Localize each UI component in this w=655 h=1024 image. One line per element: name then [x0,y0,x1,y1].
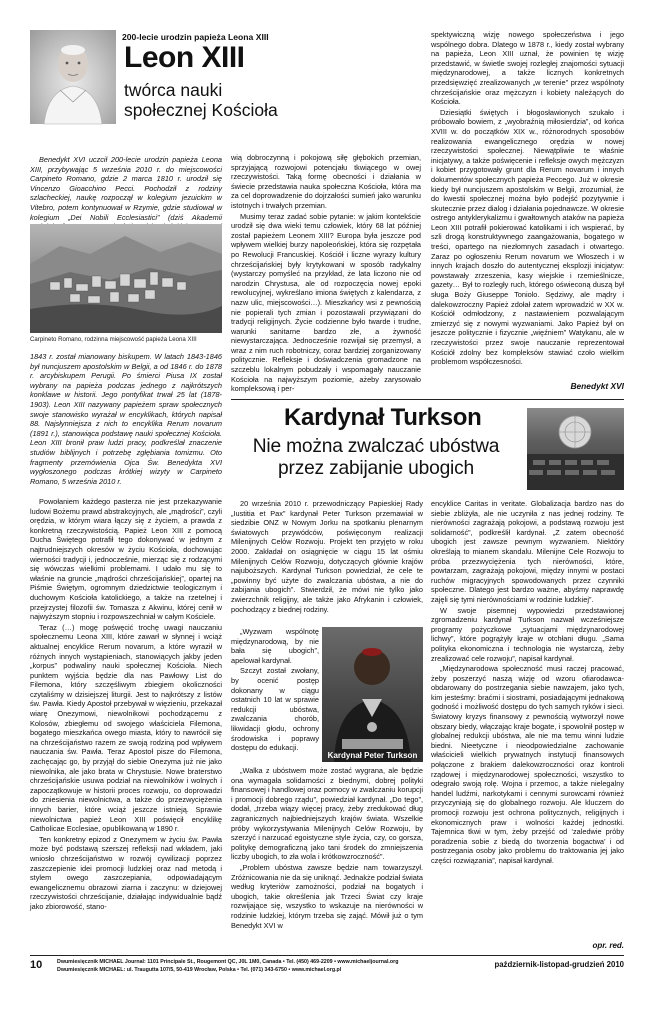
leo-portrait [30,30,116,124]
issue-date: październik-listopad-grudzień 2010 [494,960,624,969]
turkson-col2-par-3: „Międzynarodowa społeczność musi raczej pracować, żeby poszerzyć naszą wizję od wzoru ofiarodawca-obdarowany do postrzegania siebie nawzajem, jako tych, kim jesteśmy: braćmi i siostrami, posiadającymi jednakową godność i możliwość dostępu do tych samych ryków i sieci. Światowy kryzys finansowy z pewnością wytworzył nowe obszary biedy, włączając kraje bogate, i spowolnił postęp w globalnej redukcji ubóstwa, ale nie ma temu winni ludzie biedni. Nieetyczne i nieodpowiedzialne zachowanie właścicieli wielkich prywatnych instytucji finansowych połączone z brakiem dalekowzroczności oraz kontroli rządowej i międzynarodowej społeczności, wszystko to odegrało swoją rolę. Wojna i przemoc, a także nielegalny handel ludźmi, narkotykami i cennymi surowcami również przyczyniają się do globalnego rozwoju. Ale kluczem do promocji rozwoju jest ochrona politycznych, religijnych i ekonomicznych praw i wolności każdej jednostki. Tajemnica tkwi w tym, żeby przejść od ‘zaledwie próby poradzenia sobie z biedą do tworzenia bogactwa’ i od postrzegania osoby jako problemu do traktowania jej jako części rozwiązania”, napisał kardynał. [431,664,624,865]
turkson-top-rule [231,399,624,400]
turkson-col1-par-4: „Problem ubóstwa zawsze będzie nam towarzyszył. Zróżnicowania nie da się uniknąć. Jednakże podział świata według kryteriów zamożności, podział na bogatych i ubogich, takie określenia jak Trzeci Świat czy kraje rozwijające się, wszystko to wskazuje na nierówności w rodzinie ludzkiej, którym trzeba się zająć. Mówił już o tym Benedykt XVI w [231,862,423,930]
turkson-narrow-col [231,627,319,763]
turkson-photo-caption: Kardynał Peter Turkson [327,751,418,760]
page-number: 10 [30,959,43,971]
pope-portrait-icon [30,30,116,124]
kicker: 200-lecie urodzin papieża Leona XIII [122,32,269,42]
leo-col1-par-3: Ten konkretny epizod z Onezymem w życiu św. Pawła może być podstawą szerszej refleksji nad wkładem, jaki wniosło chrześcijaństwo w rozwój cywilizacji poprzez zaszczepienie idei promocji ludzkiej oraz nad metodą i stylem owego zaszczepiania, odpowiadającym ewangelicznemu obrazowi ziarna i zaczynu: w dziejowej rzeczywistości chrześcijanie, działając indywidualnie bądź jako zbiorowość, stano- [30,834,222,911]
footer-rule [30,955,624,956]
carpineto-photo [30,224,222,333]
town-landscape-icon [30,224,222,333]
leo-column-3 [431,30,624,375]
turkson-col1-par-3: „Walka z ubóstwem może zostać wygrana, ale będzie ona wymagała solidarności z biednymi, dobrej polityki finansowej i handlowej oraz pomocy w zwalczaniu korupcji i promocji dobrego rządu”, powiedział kardynał. „Do tego”, dodał, „trzeba wiązy więcej pracy, żeby zredukować dług zagranicznych najbiedniejszych krajów świata. Wszelkie próby wykorzystywania Milenijnych Celów Rozwoju, by szerzyć i narzucać egoistyczne style życia, czy, co gorsza, politykę demograficzną jako tani środek do zmniejszenia liczby ubogich, to zła wola i krótkowzroczność”. [231,766,423,862]
un-emblem-icon [527,408,624,490]
turkson-signature: opr. red. [592,941,624,950]
turkson-col2-par-2: W swoje pisemnej wypowiedzi przedstawionej zgromadzeniu kardynał Turkson nazwał wcześniejsze programy pożyczkowe „sytuacjami międzynarodowej lichwy”, które pogrążyły kraje w otchłani długu. „Sama polityka ekonomiczna i technologia nie wystarczą, żeby zrealizować cele rozwoju”, napisał kardynał. [431,605,624,663]
cardinal-portrait-icon [322,627,423,762]
turkson-photo [322,627,423,762]
footer-address-1: Dwumiesięcznik MICHAEL Journal: 1101 Principale St., Rougemont QC, J0L 1M0, Canada • Tel. (450) 469-2209 • www.michaeljournal.org [57,959,399,965]
turkson-subtitle-line-1: Nie można zwalczać ubóstwa [252,436,500,457]
leo-column-2 [231,153,421,394]
leo-bio: 1843 r. został mianowany biskupem. W latach 1843-1846 był nuncjuszem apostolskim w Belgii, a od 1846 r. do 1878 r. arcybiskupem Perugii. Po śmierci Piusa IX został wybrany na papieża podczas jednego z najkrótszych konklawe w historii. Jego pontyfikat trwał 25 lat (1878-1903). Leon XIII nazywany papieżem spraw społecznych swoje stanowisko wyrażał w encyklikach, których napisał 88. Najsłynniejsza z nich to encyklika Rerum novarum (1891 r.), stanowiąca podstawę nauki społecznej Kościoła. Leon XIII bronił praw ludzi pracy, podkreślał znaczenie studiów biblijnych i potrzebę zgłębiania tomizmu. Oto fragmenty przemówienia Ojca Św. Benedykta XVI wygłoszonego podczas krótkiej wizyty w Carpineto Romano, 5 września 2010 r. [30,352,222,486]
leo-col3-par-2: Dziesiątki świętych i błogosławionych szukało i próbowało bowiem, z „wyobraźnią miłosierdzia”, od końca XVIII w. do początków XIX w., różnorodnych sposobów realizowania ewangelicznego orędzia w nowej rzeczywistości społecznej. Niewątpliwie te właśnie inicjatywy, a także poświęcenie i refleksje owych mężczyzn i kobiet przygotowały grunt dla Rerum novarum i innych dokumentów społecznych papieża Peccego. Już w okresie kiedy był nuncjuszem apostolskim w Belgii, zrozumiał, że do kwestii społecznej można było podejść pozytywnie i skutecznie przez dialog i działania pojednawcze. W okresie ostrego antyklerykalizmu i gwałtownych ataków na papieża Leon XIII potrafił pokierować katolikami i ich wspierać, by szli drogą konstruktywnego zaangażowania, bogatego w treści, opartego na niezłomnych zasadach i otwartego. Zaraz po ogłoszeniu Rerum novarum we Włoszech i w innych krajach doszło do autentycznej eksplozji inicjatyw: powstawały zrzeszenia, kasy wiejskie i rzemieślnicze, gazety… Był to rozległy ruch, którego oświeconą duszą był sługa Boży Giuseppe Toniolo. Sędziwy, ale mądry i dalekowzroczny Papież zdołał zatem wprowadzić w XX w. Kościół odmłodzony, z nastawieniem pozwalającym zmierzyć się z nowymi wyzwaniami. Jako Papież był on jeszcze politycznie i fizycznie „więźniem” Watykanu, ale w rzeczywistości przez swoje nauczanie reprezentował Kościół zdolny bez kompleksów stawiać czoło wielkim problemom współczesności. [431,107,624,367]
leo-col2-par-1: wią dobroczynną i pokojową siłę głębokich przemian, sprzyjającą rozwojowi potencjału tkwiącego w owej rzeczywistości. Taką formę obecności i działania w świecie przedstawia nauka społeczna Kościoła, która ma za cel doprowadzenie do dojrzałości sumień jako warunku istotnych i trwałych przemian. [231,153,421,210]
turkson-title: Kardynał Turkson [284,404,482,431]
un-assembly-photo [527,408,624,490]
leo-col3-par-1: spektywiczną wizję nowego społeczeństwa i jego wspólnego dobra. Dlatego w 1878 r., kiedy został wybrany na papieża, Leon XIII uznał, że powinien tę wizję przedstawić, w świetle swojej rozległej znajomości sytuacji międzynarodowej, a także licznych konkretnych przedsięwzięć zrealizowanych „w terenie” przez wspólnoty chrześcijańskie oraz mężczyzn i kobiety należących do Kościoła. [431,30,624,107]
leo-intro: Benedykt XVI uczcił 200-lecie urodzin papieża Leona XIII, przybywając 5 września 2010 r. do miejscowości Carpineto Romano, gdzie 2 marca 1810 r. urodził się Vincenzo Gioacchino Pecci. Pochodził z rodziny szlacheckiej, naukę rozpoczął w kolegium jezuickim w Vitebro, potem kontynuował w Rzymie, gdzie studiował w kolegium „Dei Nobili Ecclesiastici” (dziś Akademii [30,155,222,222]
turkson-quote-2: Szczyt został zwołany, by ocenić postęp dokonany w ciągu ostatnich 10 lat w sprawie redukcji ubóstwa, zwalczania chorób, likwidacji głodu, ochrony środowiska i poprawy dostępu do edukacji. [231,666,319,753]
leo-col2-par-2: Musimy teraz zadać sobie pytanie: w jakim kontekście urodził się dwa wieki temu człowiek, który 68 lat później został papieżem Leonem XIII? Europa była jeszcze pod wpływem wielkiej burzy napoleońskiej, która się rozpętała po Rewolucji Francuskiej. Kościół i liczne wyrazy kultury chrześcijańskiej były krytykowani w sposób radykalny (wystarczy pomyśleć na przykład, że lata liczono nie od narodzin Chrystusa, ale od rozpoczęcia nowej epoki rewolucyjnej, wykreślano imiona świętych z kalendarza, z nazw ulic, miejscowości…). Mieszkańcy wsi z pewnością nie popierali tych zmian i pozostawali przywiązani do tradycji religijnych. Życie codzienne było twarde i trudne, warunki sanitarne bardzo złe, a żywność niewystarczająca. Jednocześnie rozwijał się przemysł, a wraz z nim ruch robotniczy, coraz bardziej zorganizowany politycznie. Refleksje i doświadczenia gromadzone na szczeblu lokalnym pobudzały i wspomagały nauczanie Kościoła na najwyższym poziomie, ażeby zarysowało kompleksową i per- [231,211,421,394]
leo-column-1 [30,497,222,947]
turkson-lead: 20 września 2010 r. przewodniczący Papieskiej Rady „Iustitia et Pax” kardynał Peter Turkson przemawiał w siedzibie ONZ w Nowym Jorku na spotkaniu plenarnym światowych przywódców, poświęconym realizacji Milenijnych Celów Rozwoju. Projekt ten przyjęto w roku 2000. Zakładał on osiągnięcie w ciągu 15 lat ośmiu Milenijnych Celów Rozwoju, dotyczących głównie krajów najuboższych. Kardynał Turkson powiedział, że cele te „powinny być użyte do zwalczania ubóstwa, a nie do zabijania ubogich”. Stwierdził, że mówi nie tylko jako zwierzchnik religijny, ale także jako Afrykanin i człowiek, pochodzący z biednej rodziny. [231,499,423,614]
leo-title: Leon XIII [124,41,245,74]
leo-subtitle: twórca nauki społecznej Kościoła [124,80,278,120]
turkson-column-2 [431,499,624,939]
turkson-column-1 [231,766,423,948]
turkson-col2-par-1: encyklice Caritas in veritate. Globalizacja bardzo nas do siebie zbliżyła, ale nie uczyniła z nas jednej rodziny. Te nierówności zagrażają pokojowi, a podstawą rozwoju jest solidarność”, podkreślił kardynał. „Z zatem obecność ubogich jest zawsze pewnym wyzwaniem. Niektóry określają to mianem skandalu. Milenijne Cele Rozwoju to próba przezwyciężenia tych nierówności, które, powtarzam, zagrażają pokojowi, między innymi w postaci ruchów migracyjnych spowodowanych przez czynniki społeczne. Dlatego jest bardzo ważne, abyśmy naprawdę zajęli się tymi nierównościami w rodzinie ludzkiej”. [431,499,624,604]
leo-col1-par-2: Teraz (…) mogę pośwęcić trochę uwagi nauczaniu społecznemu Leona XIII, które zawarł w słynnej i wciąż aktualnej encyklice Rerum novarum, a które wyraził w różnych innych wystąpieniach, stanowiących jakby jeden „korpus” podwaliny nauki społecznej Kościoła. Niech punktem wyjścia będzie dla nas Pawłowy List do Filemona, który szczęśliwym zbiegiem okoliczności czytaliśmy w dzisiejszej liturgii. Jest to najkrótszy z listów św. Pawła. Kiedy Apostoł przebywał w więzieniu, przekazał wiarę Onezymowi, niewolnikowi pochodzącemu z Kolosów, zbiegłemu od swojego właściciela Filemona, bogatego mieszkańca owego miasta, który to nawrócił się na chrześcijaństwo razem ze swoją rodziną pod wpływem nauczania św. Pawła. Teraz Apostoł pisze do Filemona, zachęcając go, by przyjął do siebie Onezyma już nie jako niewolnika, ale jako brata w Chrystusie. Nowe braterstwo chrześcijańskie usuwa podział na niewolników i wolnych i zapoczątkowuje w historii proces rozwoju, co doprowadzi do zniesienia niewolnictwa, a także do przezwyciężenia innych barier, które wciąż jeszcze istnieją. Sprawie niewolnictwa papież Leon XIII poświęcił encyklikę Catholicae Ecclesiae, opublikowaną w 1890 r. [30,622,222,834]
turkson-subtitle-line-2: przez zabijanie ubogich [278,458,474,479]
leo-signature: Benedykt XVI [570,381,624,391]
leo-col1-par-1: Powołaniem każdego pasterza nie jest przekazywanie ludowi Bożemu prawd abstrakcyjnych, ale „mądrości”, czyli orędzia, w którym wiara łączy się z życiem, a prawda z konkretną rzeczywistością. Papież Leon XIII z pomocą Ducha Świętego potrafił tego dokonywać w jednym z najtrudniejszych okresów w życiu Kościoła, dochowując wierności tradycji i, jednocześnie, mierząc się z rodzącymi się wówczas wielkimi problemami. I udało mu się to właśnie na gruncie „mądrości chrześcijańskiej”, opartej na Piśmie Świętym, ogromnym dziedzictwie teologicznym i duchowym Kościoła katolickiego, a także na rzetelnej i przejrzystej filozofii św. Tomasza z Akwinu, której cenił w najwyższym stopniu i rozpowszechniał w całym Kościele. [30,497,222,622]
footer-address-2: Dwumiesięcznik MICHAEL: ul. Traugutta 107/5, 50-419 Wrocław, Polska • Tel. (071) 343-6750 • www.michael.org.pl [57,967,342,973]
turkson-quote-1: „Wyzwam wspólnotę międzynarodową, by nie bała się ubogich”, apelował kardynał. [231,627,319,665]
carpineto-caption: Carpineto Romano, rodzinna miejscowość papieża Leona XIII [30,336,197,343]
turkson-subtitle [231,436,521,480]
